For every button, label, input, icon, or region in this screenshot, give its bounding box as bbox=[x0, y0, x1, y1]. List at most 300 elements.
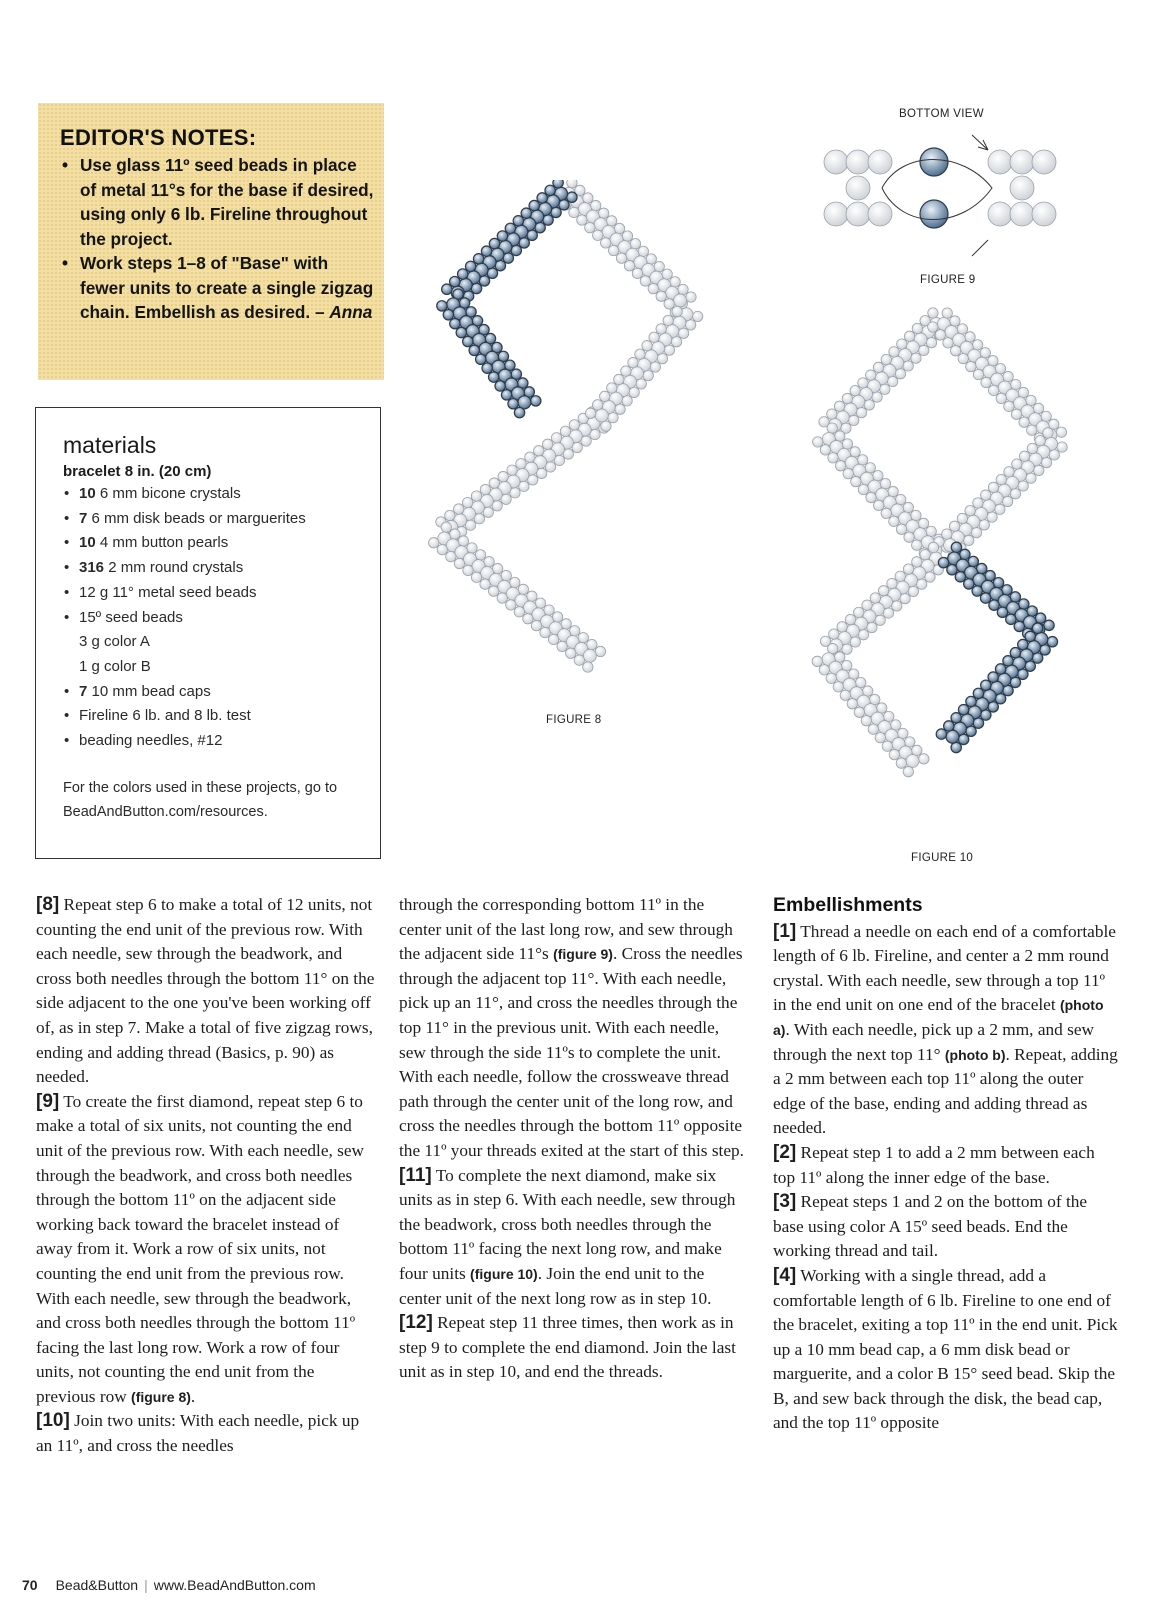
highlighted-bead bbox=[501, 390, 511, 400]
bead bbox=[828, 453, 838, 463]
bead bbox=[897, 339, 907, 349]
bead bbox=[829, 629, 839, 639]
materials-item: • 10 4 mm button pearls bbox=[63, 531, 370, 556]
bead bbox=[678, 328, 688, 338]
bead bbox=[551, 433, 561, 443]
bead bbox=[648, 283, 658, 293]
bead bbox=[657, 353, 667, 363]
footer-divider: | bbox=[144, 1577, 148, 1593]
bead bbox=[835, 431, 845, 441]
highlighted-bead bbox=[1025, 631, 1035, 641]
bead bbox=[1018, 387, 1028, 397]
bead bbox=[935, 330, 945, 340]
bead bbox=[912, 540, 922, 550]
bead bbox=[842, 439, 852, 449]
highlighted-bead bbox=[972, 586, 982, 596]
highlighted-bead bbox=[456, 327, 466, 337]
materials-item: • 7 10 mm bead caps bbox=[63, 680, 370, 705]
bead bbox=[462, 497, 472, 507]
bead bbox=[887, 376, 897, 386]
bead bbox=[1019, 417, 1029, 427]
materials-list bbox=[63, 482, 370, 754]
bead bbox=[622, 231, 632, 241]
bead bbox=[867, 622, 877, 632]
bead bbox=[926, 337, 936, 347]
bead bbox=[973, 369, 983, 379]
materials-item: • 316 2 mm round crystals bbox=[63, 556, 370, 581]
bead bbox=[889, 347, 899, 357]
bead bbox=[1043, 428, 1053, 438]
bead bbox=[1010, 489, 1020, 499]
bead bbox=[943, 338, 953, 348]
bead bbox=[437, 544, 447, 554]
bead bbox=[868, 202, 892, 226]
bead bbox=[819, 665, 829, 675]
highlighted-bead bbox=[519, 238, 529, 248]
highlighted-bead bbox=[1018, 639, 1028, 649]
embellishments-heading: Embellishments bbox=[773, 894, 923, 916]
bead bbox=[887, 578, 897, 588]
figure-reference: (figure 8) bbox=[131, 1388, 191, 1405]
editors-notes-box bbox=[38, 103, 384, 380]
highlighted-bead bbox=[497, 231, 507, 241]
bead bbox=[608, 412, 618, 422]
highlighted-bead bbox=[469, 345, 479, 355]
bead bbox=[861, 716, 871, 726]
bead bbox=[827, 423, 837, 433]
bead bbox=[577, 215, 587, 225]
photo-reference: (photo a) bbox=[773, 997, 1104, 1038]
bead bbox=[866, 492, 876, 502]
highlighted-bead bbox=[535, 222, 545, 232]
highlighted-bead bbox=[1003, 656, 1013, 666]
bead bbox=[850, 386, 860, 396]
bead bbox=[441, 522, 451, 532]
list-item: • Use glass 11º seed beads in place of metal 11°s for the base if desired, using only 6 lb. Fireline throughout the project. bbox=[60, 153, 374, 251]
bead bbox=[642, 341, 652, 351]
materials-item: • 10 6 mm bicone crystals bbox=[63, 482, 370, 507]
bead bbox=[475, 550, 485, 560]
bead bbox=[518, 584, 528, 594]
editors-notes-list bbox=[60, 153, 374, 325]
highlighted-bead bbox=[471, 283, 481, 293]
bead bbox=[911, 510, 921, 520]
bead bbox=[514, 607, 524, 617]
bead bbox=[1049, 450, 1059, 460]
highlighted-bead bbox=[981, 680, 991, 690]
bead bbox=[950, 316, 960, 326]
highlighted-bead bbox=[495, 381, 505, 391]
highlighted-bead bbox=[1032, 653, 1042, 663]
bead bbox=[585, 222, 595, 232]
highlighted-bead bbox=[450, 276, 460, 286]
bead bbox=[883, 608, 893, 618]
bead bbox=[856, 677, 866, 687]
bead bbox=[995, 363, 1005, 373]
figure-10-diagram bbox=[790, 300, 1100, 820]
bead bbox=[606, 216, 616, 226]
bead bbox=[450, 529, 460, 539]
bead bbox=[557, 641, 567, 651]
bead bbox=[926, 526, 936, 536]
bead bbox=[458, 536, 468, 546]
bead bbox=[1012, 459, 1022, 469]
bead bbox=[1004, 467, 1014, 477]
bead bbox=[973, 498, 983, 508]
highlighted-bead bbox=[508, 399, 518, 409]
materials-subheading: bracelet 8 in. (20 cm) bbox=[63, 463, 212, 480]
bead bbox=[1004, 401, 1014, 411]
bead bbox=[614, 223, 624, 233]
bead bbox=[906, 755, 919, 768]
materials-item: • beading needles, #12 bbox=[63, 729, 370, 754]
photo-reference: (photo b) bbox=[944, 1046, 1006, 1063]
bead bbox=[812, 656, 822, 666]
figure-reference: (figure 10) bbox=[470, 1265, 538, 1282]
highlighted-bead bbox=[936, 729, 946, 739]
paragraph-emb-1: [1] Thread a needle on each end of a comfortable length of 6 lb. Fireline, and center a 2 mm round crystal. With each needle, sew through a top 11º in the end unit on one end of the bracelet (photo a). With each needle, pick up a 2 mm, and sew through the next top 11° (photo b). Repeat, adding a 2 mm between each top 11º along the outer edge of the base, ending and adding thread as needed. bbox=[773, 920, 1118, 1138]
bead bbox=[535, 598, 545, 608]
materials-footnote: For the colors used in these projects, go to BeadAndButton.com/resources. bbox=[63, 779, 338, 820]
bead bbox=[912, 323, 922, 333]
bead bbox=[916, 579, 926, 589]
highlighted-bead bbox=[944, 721, 954, 731]
step-number: [1] bbox=[773, 920, 797, 942]
figure-9-caption: FIGURE 9 bbox=[920, 274, 976, 286]
bead bbox=[592, 400, 602, 410]
bead bbox=[873, 471, 883, 481]
highlighted-bead bbox=[503, 253, 513, 263]
signature: Anna bbox=[329, 302, 373, 322]
bead bbox=[585, 408, 595, 418]
text-column-2 bbox=[399, 893, 745, 1385]
highlighted-bead bbox=[489, 238, 499, 248]
bead bbox=[531, 620, 541, 630]
bead bbox=[569, 420, 579, 430]
bead bbox=[674, 294, 687, 307]
bead bbox=[868, 150, 892, 174]
bead bbox=[484, 557, 494, 567]
bead bbox=[965, 332, 975, 342]
bead bbox=[863, 686, 873, 696]
bead bbox=[896, 758, 906, 768]
bead bbox=[1003, 371, 1013, 381]
highlighted-bead bbox=[545, 185, 555, 195]
highlighted-bead bbox=[481, 246, 491, 256]
bead bbox=[480, 484, 490, 494]
bead bbox=[870, 694, 880, 704]
bead bbox=[591, 200, 601, 210]
highlighted-bead bbox=[964, 579, 974, 589]
bead bbox=[552, 612, 562, 622]
bead bbox=[972, 340, 982, 350]
bead bbox=[846, 176, 870, 200]
bead bbox=[600, 238, 610, 248]
bead bbox=[583, 649, 596, 662]
bead bbox=[467, 543, 477, 553]
bead bbox=[624, 261, 634, 271]
bead bbox=[1010, 202, 1034, 226]
highlighted-bead bbox=[465, 261, 475, 271]
bead bbox=[875, 732, 885, 742]
highlighted-bead bbox=[1018, 669, 1028, 679]
materials-item: • Fireline 6 lb. and 8 lb. test bbox=[63, 704, 370, 729]
highlighted-bead bbox=[966, 696, 976, 706]
bead bbox=[911, 353, 921, 363]
bead bbox=[608, 245, 618, 255]
bead bbox=[891, 720, 901, 730]
bead bbox=[454, 504, 464, 514]
step-number: [10] bbox=[36, 1410, 70, 1432]
bead bbox=[1057, 442, 1067, 452]
bead bbox=[1056, 427, 1066, 437]
bead bbox=[614, 374, 624, 384]
bead bbox=[928, 308, 938, 318]
bead bbox=[966, 361, 976, 371]
bead bbox=[828, 643, 838, 653]
highlighted-bead bbox=[980, 593, 990, 603]
bead bbox=[928, 322, 938, 332]
editors-notes-heading: EDITOR'S NOTES: bbox=[60, 125, 257, 150]
highlighted-bead bbox=[463, 336, 473, 346]
bead bbox=[880, 478, 890, 488]
step-number: [12] bbox=[399, 1312, 433, 1334]
bead bbox=[656, 291, 666, 301]
paragraph-step-12: [12] Repeat step 11 three times, then work as in step 9 to complete the end diamond. Join the last unit as in step 10, and end the threads. bbox=[399, 1312, 736, 1382]
figure-10-caption: FIGURE 10 bbox=[911, 852, 974, 864]
figure-reference: (figure 9) bbox=[553, 946, 613, 963]
highlighted-bead bbox=[1040, 645, 1050, 655]
highlighted-bead bbox=[1010, 647, 1020, 657]
bead bbox=[569, 207, 579, 217]
bead bbox=[463, 565, 473, 575]
bead bbox=[864, 400, 874, 410]
bead bbox=[842, 644, 852, 654]
bead bbox=[1027, 443, 1037, 453]
bead bbox=[570, 626, 580, 636]
highlighted-bead bbox=[529, 200, 539, 210]
bead bbox=[868, 724, 878, 734]
bead bbox=[888, 486, 898, 496]
bead bbox=[1002, 496, 1012, 506]
bead bbox=[1011, 409, 1021, 419]
bead bbox=[497, 593, 507, 603]
bead bbox=[942, 529, 952, 539]
highlighted-bead bbox=[951, 742, 961, 752]
paragraph-emb-2: [2] Repeat step 1 to add a 2 mm between each top 11º along the inner edge of the base. bbox=[773, 1141, 1095, 1187]
bead bbox=[672, 306, 682, 316]
highlighted-bead bbox=[487, 268, 497, 278]
paragraph-step-10-cont: through the corresponding bottom 11º in the center unit of the last long row, and sew through the adjacent side 11°s (figure 9). Cross the needles through the adjacent top 11°. With each needle, pick up an 11°, and cross the needles through the top 11° in the previous unit. With each needle, sew through the side 11ºs to complete the unit. With each needle, follow the crossweave thread path through the center unit of the long row, and cross the needles through the bottom 11º opposite the 11º your threads exited at the start of this step. bbox=[399, 895, 744, 1160]
text-column-3 bbox=[773, 893, 1119, 1436]
bead bbox=[949, 521, 959, 531]
bead bbox=[882, 741, 892, 751]
bead bbox=[1026, 473, 1036, 483]
bead bbox=[971, 527, 981, 537]
bead bbox=[507, 465, 517, 475]
bead bbox=[498, 471, 508, 481]
bead bbox=[903, 361, 913, 371]
bead bbox=[866, 370, 876, 380]
bead bbox=[854, 707, 864, 717]
bead bbox=[942, 308, 952, 318]
bead bbox=[918, 518, 928, 528]
bead bbox=[1041, 411, 1051, 421]
highlighted-bead bbox=[958, 734, 968, 744]
highlighted-bead bbox=[920, 148, 948, 176]
highlighted-bead bbox=[997, 607, 1007, 617]
bead bbox=[640, 276, 650, 286]
bead bbox=[856, 407, 866, 417]
bead bbox=[875, 615, 885, 625]
bead bbox=[950, 346, 960, 356]
bead bbox=[987, 512, 997, 522]
bead bbox=[670, 277, 680, 287]
highlighted-bead bbox=[1047, 637, 1057, 647]
bead bbox=[842, 660, 852, 670]
bead bbox=[981, 490, 991, 500]
bead bbox=[622, 396, 632, 406]
bead bbox=[928, 542, 938, 552]
highlighted-bead bbox=[527, 230, 537, 240]
bead bbox=[988, 385, 998, 395]
highlighted-bead bbox=[988, 702, 998, 712]
bead bbox=[900, 593, 910, 603]
bead bbox=[903, 564, 913, 574]
bead bbox=[1032, 150, 1056, 174]
highlighted-bead bbox=[567, 192, 577, 202]
highlighted-bead bbox=[514, 407, 524, 417]
bead bbox=[489, 478, 499, 488]
bead bbox=[1035, 436, 1045, 446]
page-footer bbox=[22, 1577, 316, 1593]
bead bbox=[912, 745, 922, 755]
highlighted-bead bbox=[1032, 623, 1042, 633]
highlighted-bead bbox=[559, 200, 569, 210]
highlighted-bead bbox=[951, 542, 961, 552]
highlighted-bead bbox=[1025, 661, 1035, 671]
bead bbox=[471, 491, 481, 501]
bead bbox=[544, 605, 554, 615]
bead bbox=[663, 315, 673, 325]
highlighted-bead bbox=[488, 372, 498, 382]
highlighted-bead bbox=[495, 260, 505, 270]
bead bbox=[846, 150, 870, 174]
paragraph-step-9: [9] To create the first diamond, repeat step 6 to make a total of six units, not counting the end unit of the previous row. With each needle, sew through the beadwork, and cross both needles through the bottom 11º on the adjacent side working back toward the bracelet instead of away from it. Work a row of six units, not counting the end unit from the previous row. With each needle, sew through the beadwork, and cross both needles through the bottom 11º facing the last long row. Work a row of four units, not counting the end unit from the previous row (figure 8). bbox=[36, 1090, 365, 1406]
bead bbox=[540, 627, 550, 637]
highlighted-bead bbox=[955, 572, 965, 582]
bead bbox=[903, 766, 913, 776]
bead bbox=[671, 337, 681, 347]
bead bbox=[1010, 150, 1034, 174]
bead bbox=[560, 426, 570, 436]
bead bbox=[574, 655, 584, 665]
highlighted-bead bbox=[951, 713, 961, 723]
highlighted-bead bbox=[1010, 677, 1020, 687]
bead bbox=[527, 591, 537, 601]
bead bbox=[904, 331, 914, 341]
bead bbox=[873, 362, 883, 372]
bead bbox=[843, 468, 853, 478]
step-number: [3] bbox=[773, 1191, 797, 1213]
highlighted-bead bbox=[551, 207, 561, 217]
bead bbox=[1026, 395, 1036, 405]
bead bbox=[636, 379, 646, 389]
bead bbox=[988, 482, 998, 492]
paragraph-step-10: [10] Join two units: With each needle, pick up an 11º, and cross the needles bbox=[36, 1410, 360, 1456]
highlighted-bead bbox=[1006, 614, 1016, 624]
highlighted-bead bbox=[973, 688, 983, 698]
bead bbox=[1041, 457, 1051, 467]
highlighted-bead bbox=[479, 276, 489, 286]
figure-8-diagram bbox=[420, 180, 740, 690]
highlighted-bead bbox=[946, 730, 959, 743]
bead bbox=[664, 345, 674, 355]
bead bbox=[896, 524, 906, 534]
bead bbox=[858, 378, 868, 388]
highlighted-bead bbox=[473, 254, 483, 264]
highlighted-bead bbox=[443, 310, 453, 320]
bead bbox=[847, 699, 857, 709]
bead bbox=[542, 439, 552, 449]
bead bbox=[995, 504, 1005, 514]
bead bbox=[849, 415, 859, 425]
bead bbox=[835, 461, 845, 471]
bead bbox=[685, 320, 695, 330]
bead bbox=[567, 180, 577, 188]
bead bbox=[629, 387, 639, 397]
bead bbox=[578, 633, 588, 643]
bead bbox=[686, 292, 696, 302]
paragraph-step-8: [8] Repeat step 6 to make a total of 12 units, not counting the end unit of the previous row. With each needle, sew through the beadwork, and cross both needles through the bottom 11° on the side adjacent to the one you've been working off of, as in step 7. Make a total of five zigzag rows, ending and adding thread (Basics, p. 90) as needed. bbox=[36, 894, 375, 1087]
bead bbox=[884, 711, 894, 721]
materials-item: • 7 6 mm disk beads or marguerites bbox=[63, 507, 370, 532]
bead bbox=[851, 476, 861, 486]
bead bbox=[996, 474, 1006, 484]
bead bbox=[835, 652, 845, 662]
bead bbox=[842, 393, 852, 403]
bead bbox=[480, 579, 490, 589]
bead bbox=[534, 446, 544, 456]
highlighted-bead bbox=[511, 245, 521, 255]
bead bbox=[587, 639, 597, 649]
materials-heading: materials bbox=[63, 432, 157, 458]
bead bbox=[826, 673, 836, 683]
highlighted-bead bbox=[938, 557, 948, 567]
bead bbox=[880, 384, 890, 394]
bead bbox=[849, 669, 859, 679]
bead bbox=[980, 348, 990, 358]
bead bbox=[601, 421, 611, 431]
highlighted-bead bbox=[973, 718, 983, 728]
bead bbox=[878, 586, 888, 596]
list-item: • Work steps 1–8 of "Base" with fewer units to create a single zigzag chain. Embellish as desired. – Anna bbox=[60, 251, 374, 325]
highlighted-bead bbox=[505, 223, 515, 233]
paragraph-emb-3: [3] Repeat steps 1 and 2 on the bottom of the base using color A 15º seed beads. End the working thread and tail. bbox=[773, 1191, 1088, 1261]
highlighted-bead bbox=[482, 363, 492, 373]
footer-url: www.BeadAndButton.com bbox=[153, 1577, 316, 1593]
step-number: [4] bbox=[773, 1264, 797, 1286]
highlighted-bead bbox=[995, 694, 1005, 704]
bead bbox=[813, 437, 823, 447]
bead bbox=[600, 391, 610, 401]
bead bbox=[621, 366, 631, 376]
bead bbox=[662, 269, 672, 279]
bead bbox=[919, 754, 929, 764]
bead bbox=[895, 571, 905, 581]
bead bbox=[1033, 403, 1043, 413]
bead bbox=[881, 508, 891, 518]
